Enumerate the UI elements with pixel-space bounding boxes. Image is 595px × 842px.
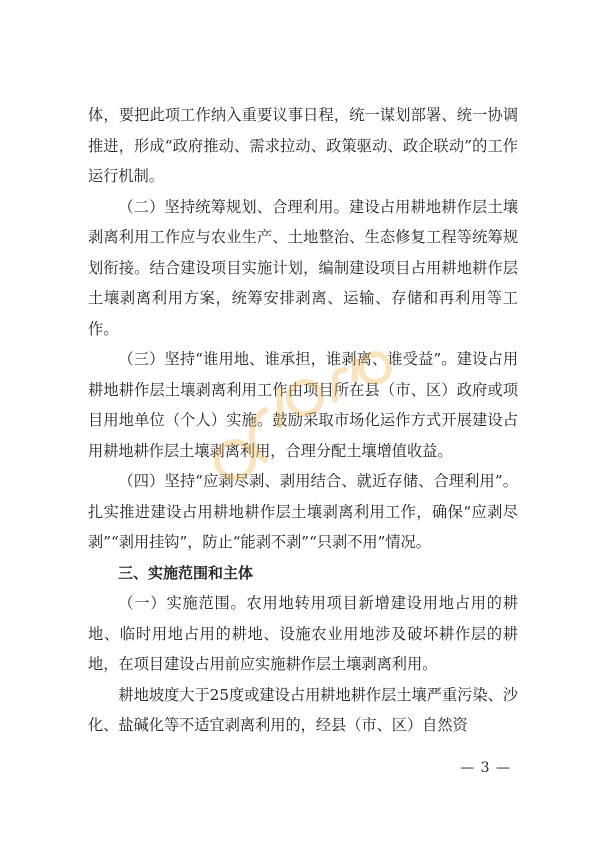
- paragraph-principle-3: [88, 344, 518, 466]
- paragraph-body: 扎实推进建设占用耕地耕作层土壤剥离利用工作，确保“应剥尽剥”“剥用挂钩”，防止“能剥不剥”“只剥不用”情况。: [88, 502, 518, 551]
- paragraph-lead: （二）坚持统筹规划、合理利用。: [118, 197, 350, 216]
- paragraph-body: 建设占用耕地耕作层土壤剥离利用工作应与农业生产、土地整治、生态修复工程等统筹规划衔接。结合建设项目实施计划，编制建设项目占用耕地耕作层土壤剥离利用方案，统筹安排剥离、运输、存储和再利用等工作。: [88, 197, 519, 338]
- paragraph-principle-4: [88, 466, 518, 558]
- paragraph-body: 建设占用耕地耕作层土壤剥离利用工作由项目所在县（市、区）政府或项目用地单位（个人）实施。鼓励采取市场化运作方式开展建设占用耕地耕作层土壤剥离利用，合理分配土壤增值收益。: [88, 350, 519, 460]
- paragraph-scope: [88, 588, 518, 680]
- paragraph-body: 农用地转用项目新增建设用地占用的耕地、临时用地占用的耕地、设施农业用地涉及破坏耕作层的耕地，在项目建设占用前应实施耕作层土壤剥离利用。: [88, 594, 518, 673]
- body-text: [88, 100, 518, 741]
- page-number: — 3 —: [460, 760, 511, 776]
- paragraph-exception: 耕地坡度大于25度或建设占用耕地耕作层土壤严重污染、沙化、盐碱化等不适宜剥离利用的，经县（市、区）自然资: [88, 685, 518, 734]
- paragraph-continuation: 体，要把此项工作纳入重要议事日程，统一谋划部署、统一协调推进，形成“政府推动、需求拉动、政策驱动、政企联动”的工作运行机制。: [88, 106, 518, 185]
- section-heading: 三、实施范围和主体: [118, 563, 254, 582]
- paragraph-lead: （三）坚持“谁用地、谁承担，谁剥离、谁受益”。: [118, 350, 457, 368]
- paragraph-principle-2: [88, 192, 518, 345]
- paragraph-lead: （一）实施范围。: [118, 594, 247, 612]
- paragraph-lead: （四）坚持“应剥尽剥、剥用结合、就近存储、合理利用”。: [118, 472, 518, 490]
